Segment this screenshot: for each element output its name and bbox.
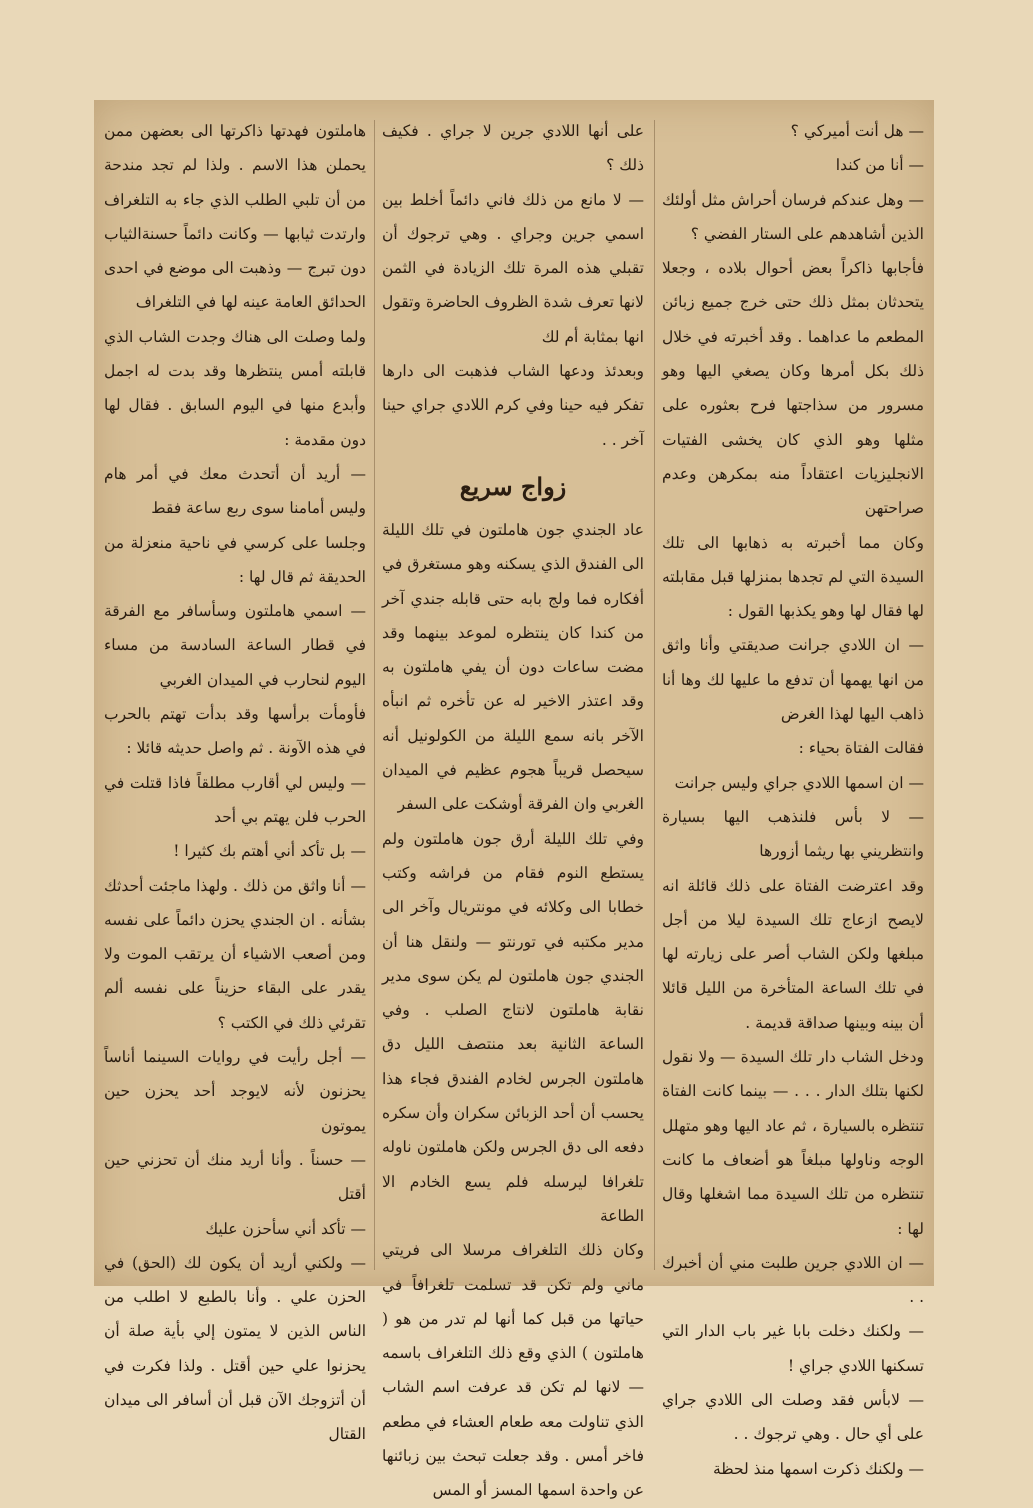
paragraph: — أنا من كندا [835, 156, 924, 175]
paragraph: — ولكني أريد أن يكون لك (الحق) في الحزن علي . وأنا بالطبع لا اطلب من الناس الذين لا يمتون إلي بأية صلة أن يحزنوا علي حين أقتل . ولذا فكرت في أن أتزوجك الآن قبل أن أسافر الى ميدان القتال [104, 1253, 366, 1444]
paragraph: — اسمي هاملتون وسأسافر مع الفرقة في قطار الساعة السادسة من مساء اليوم لنحارب في الميدان الغربي [104, 602, 366, 689]
paragraph: وكان ذلك التلغراف مرسلا الى فريتي ماني ولم تكن قد تسلمت تلغرافاً في حياتها من قبل كما أنها لم تدر من هو ( هاملتون ) الذي وقع ذلك التلغراف باسمه — لانها لم تكن قد عرفت اسم الشاب الذي تناولت معه طعام العشاء في مطعم فاخر أمس . وقد جعلت تبحث بين زبائنها عن واحدة اسمها المسز أو المس [382, 1241, 644, 1500]
column-middle [382, 114, 644, 1500]
paragraph: — لا مانع من ذلك فاني دائماً أخلط بين اسمي جرين وجراي . وهي ترجوك أن تقبلي هذه المرة تلك الزيادة في الثمن لانها تعرف شدة الظروف الحاضرة وتقول انها بمثابة أم لك [382, 190, 644, 346]
paragraph: — أريد أن أتحدث معك في أمر هام وليس أمامنا سوى ربع ساعة فقط [104, 464, 366, 518]
paragraph: — ان اسمها اللادي جراي وليس جرانت [674, 773, 924, 792]
column-middle-text-before [382, 114, 644, 457]
paragraph: ولما وصلت الى هناك وجدت الشاب الذي قابلته أمس ينتظرها وقد بدت له اجمل وأبدع منها في اليوم السابق . فقال لها دون مقدمة : [104, 327, 366, 449]
paragraph: — ولكنك دخلت بابا غير باب الدار التي تسكنها اللادي جراي ! [662, 1322, 924, 1375]
paragraph: — بل تأكد أني أهتم بك كثيرا ! [173, 842, 366, 861]
paragraph: وبعدئذ ودعها الشاب فذهبت الى دارها تفكر فيه حينا وفي كرم اللادي جراي حينا آخر . . [382, 362, 644, 449]
paragraph: — وليس لي أقارب مطلقاً فاذا قتلت في الحرب فلن يهتم بي أحد [104, 773, 366, 826]
paragraph: فأجابها ذاكراً بعض أحوال بلاده ، وجعلا يتحدثان بمثل ذلك حتى خرج جميع زبائن المطعم ما عداهما . وقد أخبرته في خلال ذلك بكل أمرها وكان يصغي اليها وهو مسرور من سذاجتها فرح بعثوره على مثلها وهو الذي كان يخشى الفتيات الانجليزيات اعتقاداً منه بمكرهن وعدم صراحتهن [662, 259, 924, 518]
paragraph: — ولكنك ذكرت اسمها منذ لحظة [712, 1459, 924, 1478]
paragraph: — لا بأس فلنذهب اليها بسيارة وانتظريني بها ريثما أزورها [662, 807, 924, 861]
paragraph: وكان مما أخبرته به ذهابها الى تلك السيدة التي لم تجدها بمنزلها قبل مقابلته لها فقال لها وهو يكذبها القول : [662, 533, 924, 621]
paragraph: هاملتون فهدتها ذاكرتها الى بعضهن ممن يحملن هذا الاسم . ولذا لم تجد مندحة من أن تلبي الطلب الذي جاء به التلغراف وارتدت ثيابها — وكانت دائماً حسنةالثياب دون تبرج — وذهبت الى موضع في احدى الحدائق العامة عينه لها في التلغراف [104, 122, 366, 312]
paragraph: ودخل الشاب دار تلك السيدة — ولا نقول لكنها بتلك الدار . . . — بينما كانت الفتاة تنتظره بالسيارة ، ثم عاد اليها وهو متهلل الوجه وناولها مبلغاً هو أضعاف ما كانت تنتظره من تلك السيدة مما اشغلها وقال لها : [662, 1048, 924, 1238]
paragraph: — أجل رأيت في روايات السينما أناساً يحزنون لأنه لايوجد أحد يحزن حين يموتون [104, 1048, 366, 1135]
column-left [104, 114, 366, 1444]
paragraph: فقالت الفتاة بحياء : [798, 739, 924, 758]
paragraph: وجلسا على كرسي في ناحية منعزلة من الحديقة ثم قال لها : [104, 533, 366, 586]
section-heading: زواج سريع [459, 471, 567, 501]
paragraph: وفي تلك الليلة أرق جون هاملتون ولم يستطع النوم فقام من فراشه وكتب خطابا الى وكلائه في مونتريال وآخر الى مدير مكتبه في تورنتو — ولنقل هنا أن الجندي جون هاملتون لم يكن سوى مدير نقابة هاملتون لانتاج الصلب . وفي الساعة الثانية بعد منتصف الليل دق هاملتون الجرس لخادم الفندق فجاء هذا يحسب أن أحد الزبائن سكران وأن سكره دفعه الى دق الجرس ولكن هاملتون ناوله تلغرافا ليرسله فلم يسع الخادم الا الطاعة [382, 829, 644, 1225]
paragraph: وقد اعترضت الفتاة على ذلك قائلة انه لايصح ازعاج تلك السيدة ليلا من أجل مبلغها ولكن الشاب أصر على زيارته لها في تلك الساعة المتأخرة من الليل قائلا أن بينه وبينها صداقة قديمة . [662, 876, 924, 1032]
column-divider-right [654, 120, 655, 1270]
paragraph: على أنها اللادي جرين لا جراي . فكيف ذلك ؟ [382, 122, 644, 175]
paragraph: عاد الجندي جون هاملتون في تلك الليلة الى الفندق الذي يسكنه وهو مستغرق في أفكاره فما ولج بابه حتى قابله جندي آخر من كندا كان ينتظره لموعد بينهما وقد مضت ساعات دون أن يفي هاملتون به وقد اعتذر الاخير له عن تأخره ثم انبأه الآخر بانه سمع الليلة من الكولونيل أنه سيحصل قريباً هجوم عظيم في الميدان الغربي وان الفرقة أوشكت على السفر [382, 520, 644, 814]
paragraph: — ان اللادي جرين طلبت مني أن أخبرك . . [662, 1253, 924, 1307]
magazine-page [94, 100, 934, 1500]
paragraph: — لابأس فقد وصلت الى اللادي جراي على أي حال . وهي ترجوك . . [662, 1390, 924, 1444]
paragraph: — حسناً . وأنا أريد منك أن تحزني حين أقتل [104, 1150, 366, 1204]
paragraph: فأومأت برأسها وقد بدأت تهتم بالحرب في هذه الآونة . ثم واصل حديثه قائلا : [104, 705, 366, 758]
paragraph: — هل أنت أميركي ؟ [790, 122, 924, 140]
paragraph: — تأكد أني سأحزن عليك [205, 1219, 366, 1238]
paragraph: — أنا واثق من ذلك . ولهذا ماجئت أحدثك بشأنه . ان الجندي يحزن دائماً على نفسه ومن أصعب الاشياء أن يرتقب الموت ولا يقدر على البقاء حزيناً على نفسه ألم تقرئي ذلك في الكتب ؟ [104, 876, 366, 1032]
column-right [662, 114, 924, 1478]
column-middle-text-after [382, 513, 644, 1508]
paragraph: — وهل عندكم فرسان أحراش مثل أولئك الذين أشاهدهم على الستار الفضي ؟ [662, 190, 924, 243]
paragraph: — ان اللادي جرانت صديقتي وأنا واثق من انها يهمها أن تدفع ما عليها لك وها أنا ذاهب اليها لهذا الغرض [662, 636, 924, 724]
column-divider-left [374, 120, 375, 1270]
